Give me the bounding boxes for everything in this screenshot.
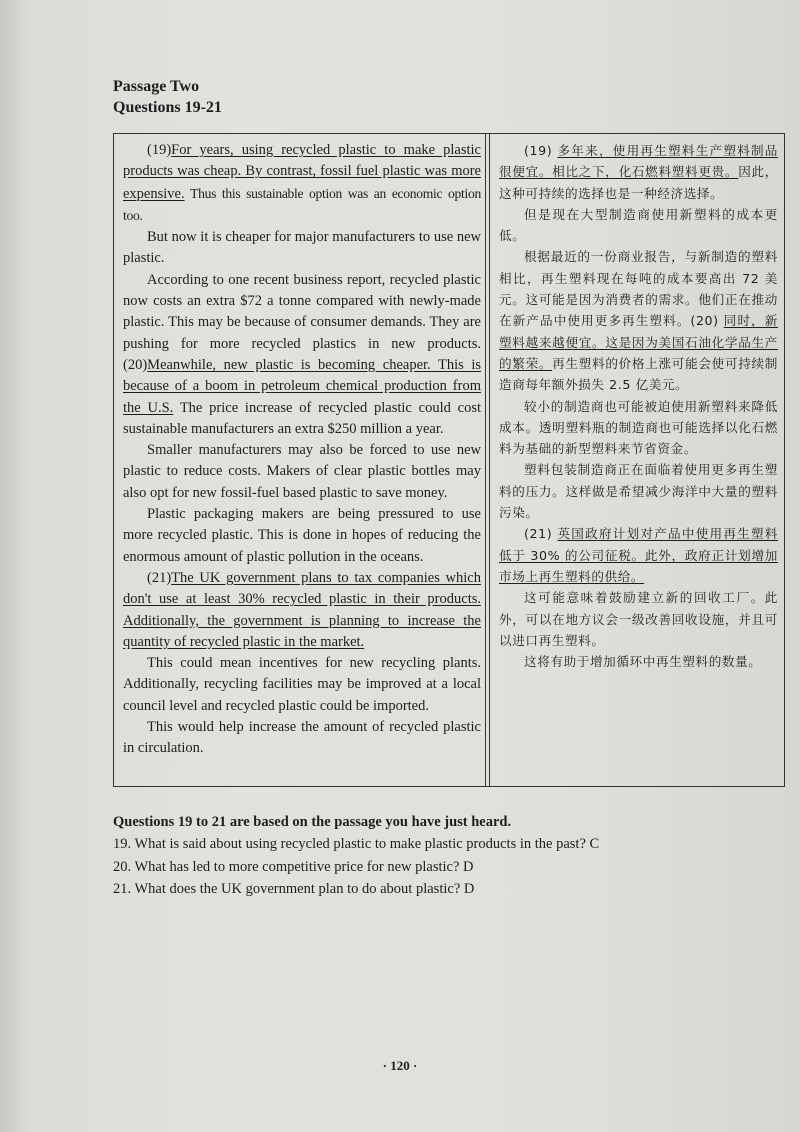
zh-paragraph-5: 塑料包装制造商正在面临着使用更多再生塑料的压力。这样做是希望减少海洋中大量的塑料污染。 xyxy=(499,462,778,521)
zh-paragraph-4: 较小的制造商也可能被迫使用新塑料来降低成本。透明塑料瓶的制造商也可能选择以化石燃料为基础的新型塑料来节省资金。 xyxy=(499,398,778,457)
zh-paragraph-1: (19) 多年来，使用再生塑料生产塑料制品很便宜。相比之下，化石燃料塑料更贵。因此，这种可持续的选择也是一种经济选择。 xyxy=(499,143,778,201)
questions-section xyxy=(113,811,599,901)
en-paragraph-8: This would help increase the amount of recycled plastic in circulation. xyxy=(123,719,481,757)
questions-heading: Questions 19 to 21 are based on the passage you have just heard. xyxy=(113,814,512,830)
page-number: · 120 · xyxy=(382,1058,418,1073)
en-q20-answer: Meanwhile, new plastic is becoming cheaper. This is because of a boom in petroleum chemical production from the U.S. xyxy=(123,356,481,416)
en-p1-rest: Thus this sustainable option was an economic option too. xyxy=(123,185,481,223)
en-paragraph-7: This could mean incentives for new recycling plants. Additionally, recycling facilities may be improved at a local council level and recycled plastic could be imported. xyxy=(123,655,481,714)
en-q21-number: (21) xyxy=(147,569,172,586)
en-paragraph-2: But now it is cheaper for major manufacturers to use new plastic. xyxy=(123,229,481,267)
chinese-column xyxy=(489,134,784,786)
zh-q20-answer: 同时，新塑料越来越便宜。这是因为美国石油化学品生产的繁荣。 xyxy=(499,313,778,371)
en-paragraph-5: Plastic packaging makers are being pressured to use more recycled plastic. This is done in hopes of reducing the enormous amount of plastic pollution in the oceans. xyxy=(123,506,481,565)
zh-paragraph-2: 但是现在大型制造商使用新塑料的成本更低。 xyxy=(499,206,778,244)
question-21: 21. What does the UK government plan to do about plastic? D xyxy=(113,881,475,897)
zh-q21-number: (21) xyxy=(524,526,558,542)
zh-q21-answer: 英国政府计划对产品中使用再生塑料低于 30% 的公司征税。此外，政府正计划增加市场上再生塑料的供给。 xyxy=(499,526,778,584)
zh-paragraph-8: 这将有助于增加循环中再生塑料的数量。 xyxy=(524,654,762,670)
en-q19-number: (19) xyxy=(147,142,172,158)
question-19: 19. What is said about using recycled plastic to make plastic products in the past? C xyxy=(113,836,600,852)
passage-header xyxy=(113,76,222,118)
en-paragraph-1 xyxy=(123,140,481,227)
questions-range: Questions 19-21 xyxy=(113,99,222,116)
zh-paragraph-3: 根据最近的一份商业报告，与新制造的塑料相比，再生塑料现在每吨的成本要高出 72 美元。这可能是因为消费者的需求。他们正在推动在新产品中使用更多再生塑料。(20) 同时，新塑料越来越便宜。这是因为美国石油化学品生产的繁荣。再生塑料的价格上涨可能会使可持续制造商每年额外损失 2.5 亿美元。 xyxy=(499,249,779,393)
en-paragraph-3: According to one recent business report, recycled plastic now costs an extra $72 a tonne compared with newly-made plastic. This may be because of consumer demands. They are pushing for more recycled plastics in new products. (20)Meanwhile, new plastic is becoming cheaper. This is because of a boom in petroleum chemical production from the U.S. The price increase of recycled plastic could cost sustainable manufacturers an extra $250 million a year. xyxy=(123,271,481,437)
english-column xyxy=(114,134,486,786)
zh-q19-number: (19) xyxy=(524,143,558,158)
bilingual-table xyxy=(113,133,785,787)
zh-paragraph-6 xyxy=(499,523,778,587)
en-q19-answer: For years, using recycled plastic to make plastic products was cheap. By contrast, fossil fuel plastic was more expensive. xyxy=(123,142,481,202)
en-paragraph-4: Smaller manufacturers may also be forced to use new plastic to reduce costs. Makers of clear plastic bottles may also opt for new fossil-fuel based plastic to save money. xyxy=(123,442,481,501)
question-20: 20. What has led to more competitive price for new plastic? D xyxy=(113,858,474,875)
en-paragraph-6 xyxy=(123,568,481,653)
zh-q19-answer: 多年来，使用再生塑料生产塑料制品很便宜。相比之下，化石燃料塑料更贵。 xyxy=(499,143,778,180)
passage-title: Passage Two xyxy=(113,78,200,95)
zh-paragraph-7: 这可能意味着鼓励建立新的回收工厂。此外，可以在地方议会一级改善回收设施，并且可以进口再生塑料。 xyxy=(499,590,778,648)
en-q21-answer: The UK government plans to tax companies which don't use at least 30% recycled plastic in their products. Additionally, the government is planning to increase the quantity of recycled plastic in the market. xyxy=(123,569,481,650)
